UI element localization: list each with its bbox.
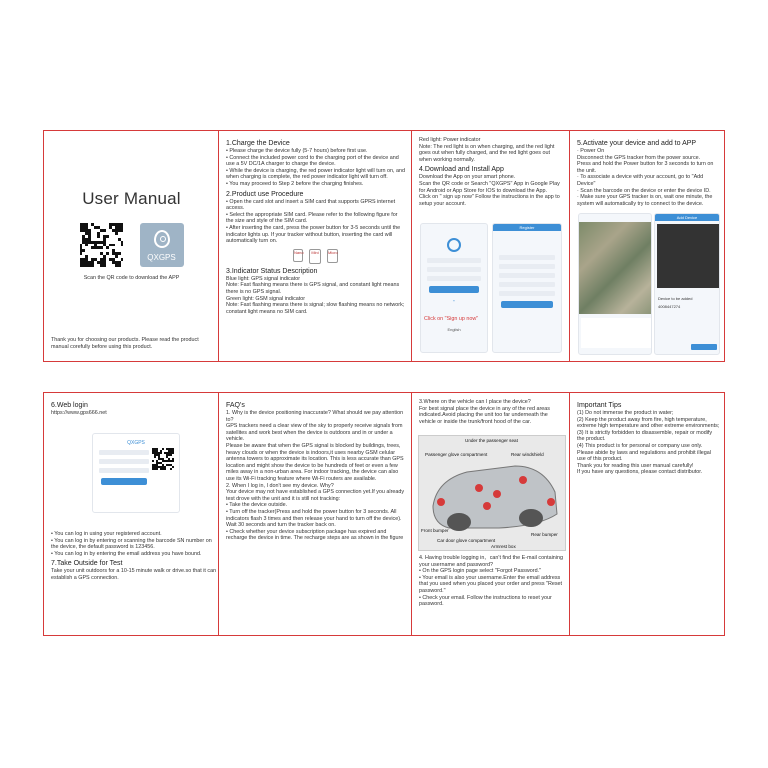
register-screenshot <box>492 223 562 353</box>
qr-cell <box>172 452 174 454</box>
activate-line: · Make sure your GPS tracker is on, wait one minute, the system will automatically try to connect to the device. <box>577 194 713 207</box>
web-login-line: • You can log in by entering or scanning the barcode SN number on the device, the default password is 123456. <box>51 537 212 551</box>
heading-faq: FAQ's <box>226 402 245 409</box>
qr-cell <box>160 452 162 454</box>
language-select[interactable]: English <box>447 327 461 332</box>
placement-panel <box>412 393 570 635</box>
faq-line: GPS trackers need a clear view of the sky to properly receive signals from satellites and work best when the device is outdoors and in or under a vehicle. <box>226 423 403 443</box>
qr-cell <box>82 249 85 252</box>
heading-procedure: 2.Product use Procedure <box>226 190 304 198</box>
activate-line: · Scan the barcode on the device or enter the device ID. <box>577 187 711 194</box>
qr-cell <box>156 468 158 470</box>
heading-download: 4.Download and Install App <box>419 166 504 174</box>
indicator-line: Green light: GSM signal indicator <box>226 295 306 302</box>
qr-cell <box>115 232 118 235</box>
callout-rear: Rear bumper <box>531 532 558 537</box>
download-qr-code[interactable] <box>80 223 124 267</box>
login-screenshot <box>420 223 488 353</box>
faq-line: • Turn off the tracker(Press and hold the power button for 3 seconds. All indicators flash 3 times and then release your hand to turn off the device). Wait 30 seconds and turn the tracker back on. <box>226 508 402 529</box>
app-logo <box>140 223 184 267</box>
procedure-line: • Select the appropriate SIM card. Please refer to the following figure for the size and style of the SIM card. <box>226 211 398 225</box>
faq-line: 2. When I log in, I don't see my device. Why? <box>226 482 334 489</box>
login-url[interactable]: https://www.gps666.net <box>51 410 107 416</box>
web-login-title: QXGPS <box>127 440 145 446</box>
qr-cell <box>154 456 156 458</box>
indicator-line: Note: Fast flashing means there is GPS signal, and constant light means there is no GPS signal. <box>226 282 400 295</box>
red-light-line: Red light: Power indicator <box>419 137 481 143</box>
activate-line: · To associate a device with your account, go to "Add Device" <box>577 174 704 187</box>
map-screenshot <box>578 213 652 355</box>
register-button[interactable] <box>501 301 553 308</box>
heading-activate: 5.Activate your device and add to APP <box>577 140 697 147</box>
sim-mini: Mini <box>309 249 321 264</box>
scanner-view <box>657 224 719 288</box>
charge-line: • Please charge the device fully (5-7 hours) before first use. <box>226 148 368 154</box>
indicator-line: Note: Fast flashing means there is signal; slow flashing means no network; constant light means no SIM card. <box>226 302 405 315</box>
qr-cell <box>80 252 83 255</box>
qr-cell <box>121 258 124 261</box>
callout-armrest: Armrest box <box>491 544 516 549</box>
qr-cell <box>106 235 109 238</box>
add-device-screenshot <box>654 213 720 355</box>
sim-micro: Micro <box>327 249 338 263</box>
add-device-title: Add Device <box>655 214 719 221</box>
device-id: 4008447274 <box>658 304 681 309</box>
qr-cell <box>100 246 103 249</box>
callout-glove: Passenger glove compartment <box>425 452 488 457</box>
manual-title: User Manual <box>82 189 181 208</box>
qr-cell <box>112 244 115 247</box>
indicator-line: Blue light: GPS signal indicator <box>226 275 301 282</box>
qr-cell <box>162 448 164 450</box>
qr-cell <box>91 264 94 267</box>
login-help-line: • Your email is also your username.Enter the email address that you used when you placed your order and press "Reset password." <box>419 574 563 594</box>
web-login-screenshot <box>92 433 180 513</box>
qr-cell <box>164 468 166 470</box>
download-line: Click on " sign up now" Follow the instructions in the app to setup your account. <box>419 194 560 207</box>
tips-panel <box>570 393 726 635</box>
device-added-label: Device to be added <box>658 296 693 301</box>
qr-cell <box>106 252 109 255</box>
web-login-button[interactable] <box>101 478 147 485</box>
tip-line: If you have any questions, please contact distributor. <box>577 469 703 476</box>
login-help-line: • On the GPS login page select "Forgot Password." <box>419 568 541 575</box>
satellite-map <box>579 222 652 314</box>
callout-front: Front bumper <box>421 528 449 533</box>
sim-nano: Nano <box>293 249 303 262</box>
activate-line: Press and hold the Power button for 3 seconds to turn on the unit. <box>577 161 714 174</box>
web-login-line: • You can log in using your registered account. <box>51 531 162 537</box>
tip-line: (4) This product is for personal or company use only. Please abide by laws and regulations and prohibit illegal use of this product. <box>577 442 711 463</box>
activate-line: · Power On <box>577 148 605 154</box>
heading-charge: 1.Charge the Device <box>226 140 290 147</box>
procedure-line: • Open the card slot and insert a SIM card that supports GPRS internet access. <box>226 198 396 212</box>
qr-cell <box>170 454 172 456</box>
web-qr-code <box>152 448 174 470</box>
charge-line: • Connect the included power cord to the charging port of the device and use a 5V DC/1A charger to charge the device. <box>226 154 399 168</box>
tip-line: (3) It is strictly forbidden to disassemble, repair or modify the product. <box>577 429 713 443</box>
heading-test: 7.Take Outside for Test <box>51 560 123 568</box>
qr-cell <box>115 255 118 258</box>
tip-line: (2) Keep the product away from fire, high temperature, extreme high temperature and other extreme environments; <box>577 416 720 430</box>
faq-line: 1. Why is the device positioning inaccurate? What should we pay attention to? <box>226 410 404 423</box>
tip-line: (1) Do not immerse the product in water; <box>577 410 674 416</box>
charge-line: • You may proceed to Step 2 before the charging finishes. <box>226 180 364 187</box>
heading-web-login: 6.Web login <box>51 402 88 409</box>
cover-panel <box>44 131 219 361</box>
qr-cell <box>172 460 174 462</box>
sim-card-figure <box>226 249 405 264</box>
qr-cell <box>121 244 124 247</box>
activate-line: Disconnect the GPS tracker from the power source. <box>577 154 701 161</box>
login-help-line: 4. Having trouble logging in，can't find the E-mail containing your username and password? <box>419 555 563 568</box>
click-note: Click on "Sign up now" <box>424 316 479 322</box>
car-diagram <box>418 435 566 551</box>
login-button[interactable] <box>429 286 479 293</box>
download-line: Scan the QR code or Search "QXGPS" App in Google Play for Android or App Store for IOS to download the App. <box>419 180 560 194</box>
qr-cell <box>121 229 124 232</box>
qr-cell <box>170 468 172 470</box>
heading-tips: Important Tips <box>577 402 622 409</box>
web-login-panel <box>44 393 219 635</box>
top-sheet <box>43 130 725 362</box>
qr-cell <box>118 264 121 267</box>
qr-cell <box>103 229 106 232</box>
heading-indicator: 3.Indicator Status Description <box>226 267 318 275</box>
faq-line: Please be aware that when the GPS signal is blocked by buildings, trees, heavy clouds or when the device is indoors,it uses nearby GSM celular antenna towers to approximate its location. This is less accurate than GPS location and might show the device to be hundreds of feet or even a few miles away in a non-urban area. For indoor tracking, the device can also use its Wi-Fi tracking feature where Wi-Fi routers are available. <box>226 442 404 482</box>
sign-up-link[interactable]: ⌁ <box>452 298 456 303</box>
qr-cell <box>85 244 88 247</box>
qr-cell <box>118 252 121 255</box>
red-light-line: Note: The red light is on when charging, and the red light goes out when fully charged, and the red light goes out when working normally. <box>419 143 555 163</box>
qr-caption: Scan the QR code to download the APP <box>83 275 180 281</box>
tip-line: Thank you for reading this user manual carefully! <box>577 462 694 469</box>
faq-line: • Check whether your device subscription package has expired and recharge the device in time. The recharge steps are as shown in the figure <box>226 528 404 542</box>
callout-driver: Car door glove compartment <box>437 538 496 543</box>
logo-text: QXGPS <box>147 253 176 262</box>
activate-panel <box>570 131 726 361</box>
faq-line: Your device may not have established a GPS connection yet.If you already test drove with the unit and it is still not tracking: <box>226 489 405 502</box>
procedure-line: • After inserting the card, press the power button for 3-5 seconds until the indicator lights up. If your tracker without button, inserting the card will automatically turn on. <box>226 224 401 245</box>
charge-panel <box>219 131 412 361</box>
device-info-card <box>581 318 651 348</box>
location-pin-icon <box>154 230 170 248</box>
placement-line: For best signal place the device in any of the red areas indicated.Avoid placing the unit too far underneath the vehicle or inside the trunk/front hood of the car. <box>419 405 550 425</box>
placement-line: 3.Where on the vehicle can I place the device? <box>419 399 531 405</box>
faq-line: • Take the device outside. <box>226 502 288 509</box>
charge-line: • While the device is charging, the red power indicator light will turn on, and when charging is complete, the red power indicator light will turn off. <box>226 167 405 181</box>
app-logo-icon <box>447 238 461 252</box>
qr-cell <box>103 264 106 267</box>
app-install-panel <box>412 131 570 361</box>
qr-cell <box>172 466 174 468</box>
download-line: Download the App on your smart phone. <box>419 174 516 181</box>
web-login-line: • You can log in by entering the email address you have bound. <box>51 550 202 557</box>
qr-cell <box>97 235 100 238</box>
qr-cell <box>106 246 109 249</box>
register-title: Register <box>493 224 561 231</box>
faq-panel <box>219 393 412 635</box>
bottom-sheet <box>43 392 725 636</box>
test-text: Take your unit outdoors for a 10-15 minute walk or drive.so that it can establish a GPS connection. <box>51 568 217 581</box>
qr-cell <box>152 460 154 462</box>
confirm-button[interactable] <box>691 344 717 350</box>
login-help-line: • Check your email. Follow the instructions to reset your password. <box>419 594 552 608</box>
thank-you-text: Thank you for choosing our products. Please read the product manual corefully before using this product. <box>51 337 199 350</box>
qr-row <box>51 223 212 267</box>
callout-seat: Under the passenger seat <box>465 438 518 443</box>
callout-windshield: Rear windshield <box>511 452 544 457</box>
